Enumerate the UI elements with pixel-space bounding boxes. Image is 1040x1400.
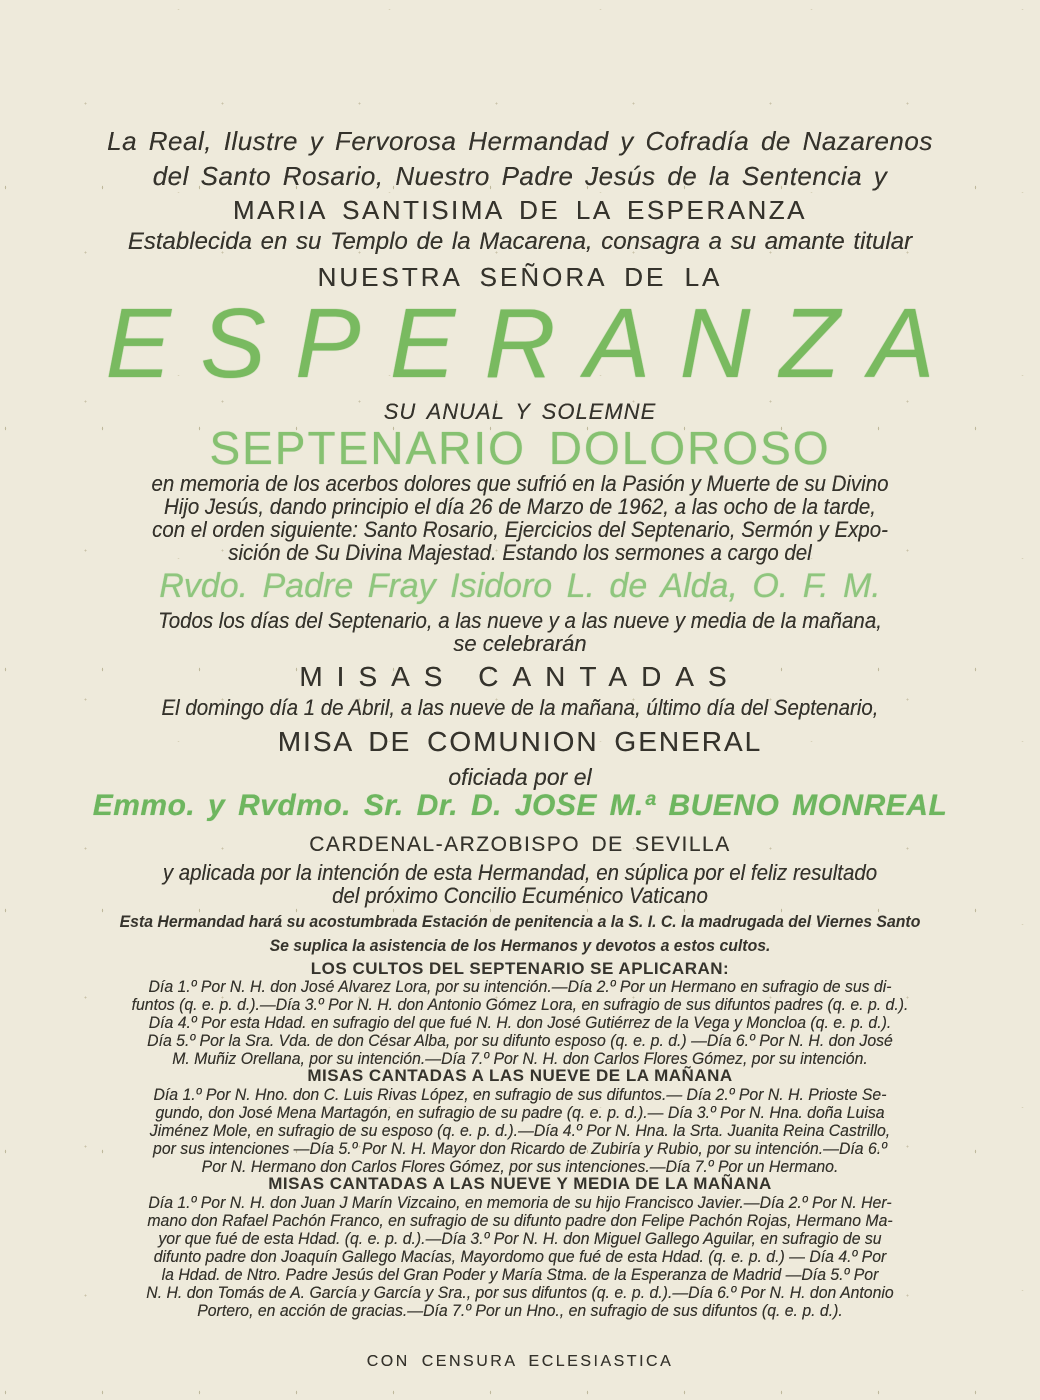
misas-cantadas-heading: MISAS CANTADAS — [299, 661, 741, 692]
aplicada-line-1: y aplicada por la intención de esta Hermandad, en súplica por el feliz resultado — [162, 860, 878, 885]
cardinal-title: CARDENAL-ARZOBISPO DE SEVILLA — [309, 833, 731, 856]
domingo-line: El domingo día 1 de Abril, a las nueve de la mañana, último día del Septenario, — [161, 695, 879, 720]
misa-comunion-heading: MISA DE COMUNION GENERAL — [277, 726, 763, 757]
cardinal-name: Emmo. y Rvdmo. Sr. Dr. D. JOSE M.ª BUENO MONREAL — [92, 789, 948, 822]
preacher-name: Rvdo. Padre Fray Isidoro L. de Alda, O. F. M. — [159, 567, 881, 605]
misas-nueve-media-line-5: la Hdad. de Ntro. Padre Jesús del Gran Poder y María Stma. de la Esperanza de Madrid —Día 5.º Por — [161, 1265, 879, 1284]
maria-santisima-line: MARIA SANTISIMA DE LA ESPERANZA — [233, 195, 807, 225]
misas-nueve-media-line-4: difunto padre don Joaquín Gallego Macías, Mayordomo que fué de esta Hdad. (q. e. p. d.) — Día 4.º Por — [153, 1247, 887, 1266]
nuestra-senora-line: NUESTRA SEÑORA DE LA — [317, 262, 723, 292]
misas-nueve-line-2: gundo, don José Mena Martagón, en sufragio de su padre (q. e. p. d.).— Día 3.º Por N. Hna. doña Luisa — [155, 1103, 885, 1122]
todos-line-1: Todos los días del Septenario, a las nueve y a las nueve y media de la mañana, — [158, 608, 882, 633]
suplica-asistencia-line: Se suplica la asistencia de los Hermanos y devotos a estos cultos. — [269, 936, 771, 955]
misas-nueve-line-3: Jiménez Mole, en sufragio de su esposo (q. e. p. d.).—Día 4.º Por N. Hna. la Srta. Juanita Reina Castrillo, — [149, 1121, 891, 1140]
cultos-line-4: Día 5.º Por la Sra. Vda. de don César Alba, por su difunto esposo (q. e. p. d.) —Día 6.º Por N. H. don José — [147, 1031, 893, 1050]
censura-eclesiastica-line: CON CENSURA ECLESIASTICA — [366, 1353, 674, 1370]
cultos-line-3: Día 4.º Por esta Hdad. en sufragio del que fué N. H. don José Gutiérrez de la Vega y Moncloa (q. e. p. d.). — [148, 1013, 892, 1032]
todos-line-2: se celebrarán — [453, 631, 587, 656]
hermandad-line-1: La Real, Ilustre y Fervorosa Hermandad y Cofradía de Nazarenos — [107, 126, 933, 156]
kicker-anual-solemne: SU ANUAL Y SOLEMNE — [383, 399, 657, 424]
oficiada-line: oficiada por el — [448, 764, 592, 790]
intro-line-1: en memoria de los acerbos dolores que sufrió en la Pasión y Muerte de su Divino — [151, 471, 889, 496]
estacion-penitencia-line: Esta Hermandad hará su acostumbrada Estación de penitencia a la S. I. C. la madrugada del Viernes Santo — [119, 912, 921, 931]
intro-line-3: con el orden siguiente: Santo Rosario, Ejercicios del Septenario, Sermón y Expo- — [152, 517, 888, 542]
misas-nueve-media-line-6: N. H. don Tomás de A. García y García y Sra., por sus difuntos (q. e. p. d.).—Día 6.º Por N. H. don Antonio — [146, 1283, 894, 1302]
misas-nueve-media-line-1: Día 1.º Por N. H. don Juan J Marín Vizcaino, en memoria de su hijo Francisco Javier.—Día 2.º Por N. Her- — [148, 1193, 892, 1212]
misas-nueve-line-5: Por N. Hermano don Carlos Flores Gómez, por sus intenciones.—Día 7.º Por un Hermano. — [201, 1157, 839, 1176]
cultos-septenario-heading: LOS CULTOS DEL SEPTENARIO SE APLICARAN: — [310, 959, 730, 978]
intro-line-4: sición de Su Divina Majestad. Estando los sermones a cargo del — [228, 540, 812, 565]
misas-nueve-heading: MISAS CANTADAS A LAS NUEVE DE LA MAÑANA — [307, 1066, 733, 1085]
misas-nueve-line-1: Día 1.º Por N. Hno. don C. Luis Rivas López, en sufragio de sus difuntos.— Día 2.º Por N. H. Prioste Se- — [153, 1085, 887, 1104]
aplicada-line-2: del próximo Concilio Ecuménico Vaticano — [332, 883, 708, 908]
cultos-line-1: Día 1.º Por N. H. don José Alvarez Lora, por su intención.—Día 2.º Por un Hermano en sufragio de sus di- — [148, 977, 892, 996]
misas-nueve-media-heading: MISAS CANTADAS A LAS NUEVE Y MEDIA DE LA MAÑANA — [268, 1174, 772, 1193]
septenario-heading: SEPTENARIO DOLOROSO — [209, 422, 831, 474]
misas-nueve-media-line-2: mano don Rafael Pachón Franco, en sufragio de su difunto padre don Felipe Pachón Rojas, Hermano Ma- — [147, 1211, 893, 1230]
intro-line-2: Hijo Jesús, dando principio el día 26 de Marzo de 1962, a las ocho de la tarde, — [163, 494, 877, 519]
cultos-line-5: M. Muñiz Orellana, por su intención.—Día 7.º Por N. H. don Carlos Flores Gómez, por su intención. — [172, 1049, 868, 1068]
misas-nueve-line-4: por sus intenciones —Día 5.º Por N. H. Mayor don Ricardo de Zubiría y Rubio, por su intención.—Día 6.º — [153, 1139, 887, 1158]
misas-nueve-media-line-3: yor que fué de esta Hdad. (q. e. p. d.).—Día 3.º Por N. H. don Miguel Gallego Aguilar, en sufragio de su — [158, 1229, 882, 1248]
hermandad-line-2: del Santo Rosario, Nuestro Padre Jesús de la Sentencia y — [152, 161, 888, 191]
misas-nueve-media-line-7: Portero, en acción de gracias.—Día 7.º Por un Hno., en sufragio de sus difuntos (q. e. p. d.). — [197, 1301, 843, 1320]
poster-title: ESPERANZA — [105, 288, 964, 398]
cultos-line-2: funtos (q. e. p. d.).—Día 3.º Por N. H. don Antonio Gómez Lora, en sufragio de sus difuntos padres (q. e. p. d.). — [131, 995, 909, 1014]
establecida-line: Establecida en su Templo de la Macarena, consagra a su amante titular — [127, 228, 913, 255]
